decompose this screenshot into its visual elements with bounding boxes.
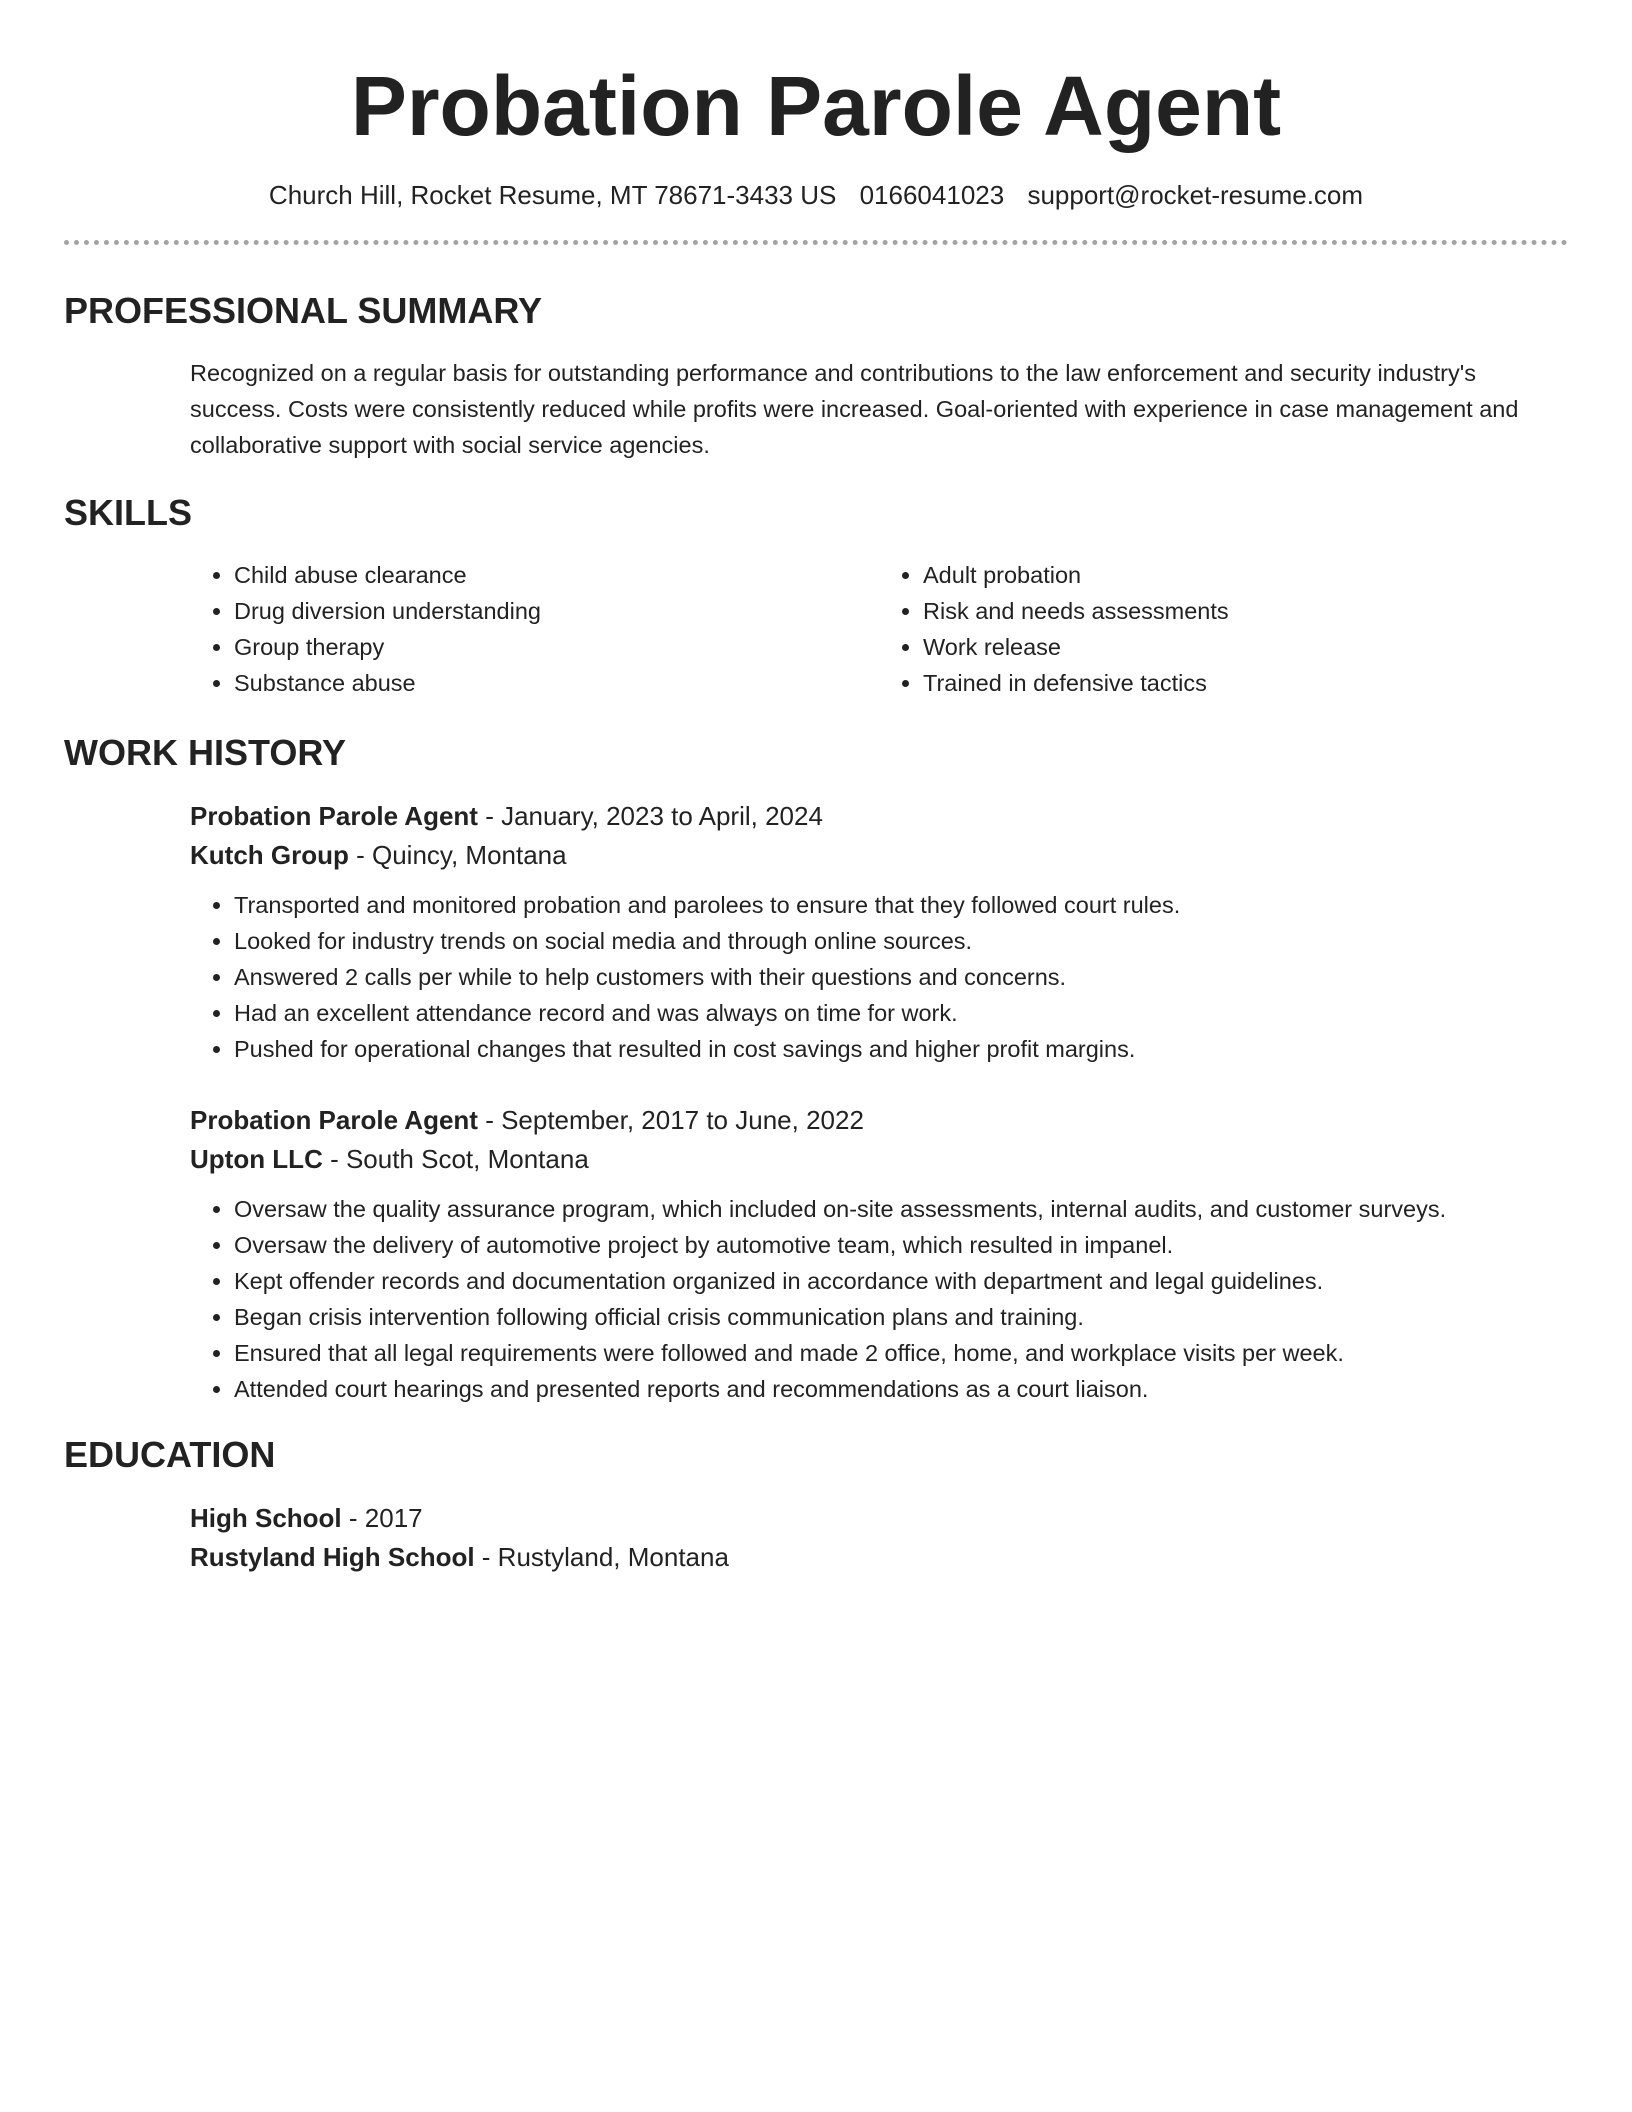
header-divider	[64, 240, 1568, 245]
job-bullet: • Looked for industry trends on social media and through online sources.	[234, 923, 1568, 959]
job-bullets	[190, 1191, 1568, 1407]
education-degree-line	[190, 1499, 1568, 1538]
job-role: Probation Parole Agent	[190, 801, 478, 831]
skill-item: • Risk and needs assessments	[923, 593, 1568, 629]
job-role: Probation Parole Agent	[190, 1105, 478, 1135]
job-bullet: • Pushed for operational changes that resulted in cost savings and higher profit margins.	[234, 1031, 1568, 1067]
job-company-line	[190, 1140, 1568, 1179]
summary-heading: PROFESSIONAL SUMMARY	[64, 290, 543, 331]
job-bullet: • Oversaw the quality assurance program, which included on-site assessments, internal audits, and customer surveys.	[234, 1191, 1568, 1227]
contact-address: Church Hill, Rocket Resume, MT 78671-3433 US	[268, 180, 837, 210]
education-heading: EDUCATION	[64, 1434, 276, 1475]
job-bullets	[190, 887, 1568, 1067]
education-school-line	[190, 1538, 1568, 1577]
job-dates: - January, 2023 to April, 2024	[477, 801, 823, 831]
job-bullet: • Kept offender records and documentation organized in accordance with department and legal guidelines.	[234, 1263, 1568, 1299]
job-bullet: • Attended court hearings and presented reports and recommendations as a court liaison.	[234, 1371, 1568, 1407]
education-degree: High School	[190, 1503, 342, 1533]
job-company: Kutch Group	[190, 840, 349, 870]
contact-email: support@rocket-resume.com	[1027, 180, 1364, 210]
job-bullet: • Oversaw the delivery of automotive project by automotive team, which resulted in impanel.	[234, 1227, 1568, 1263]
job-bullet: • Had an excellent attendance record and was always on time for work.	[234, 995, 1568, 1031]
education-year: - 2017	[341, 1503, 423, 1533]
job-title-line	[190, 1101, 1568, 1140]
job-bullet: • Ensured that all legal requirements were followed and made 2 office, home, and workplace visits per week.	[234, 1335, 1568, 1371]
job-bullet: • Transported and monitored probation and parolees to ensure that they followed court rules.	[234, 887, 1568, 923]
skills-column-left	[190, 557, 879, 701]
job-title-line	[190, 797, 1568, 836]
skill-item: • Trained in defensive tactics	[923, 665, 1568, 701]
job-dates: - September, 2017 to June, 2022	[477, 1105, 864, 1135]
skills-grid	[190, 557, 1568, 701]
candidate-name: Probation Parole Agent	[350, 59, 1282, 153]
job-entry	[190, 797, 1568, 1067]
skill-item: • Adult probation	[923, 557, 1568, 593]
skills-heading: SKILLS	[64, 492, 193, 533]
job-company: Upton LLC	[190, 1144, 323, 1174]
skill-item: • Child abuse clearance	[234, 557, 879, 593]
job-location: - South Scot, Montana	[322, 1144, 589, 1174]
education-school: Rustyland High School	[190, 1542, 475, 1572]
education-entry	[190, 1499, 1568, 1577]
work-history-heading: WORK HISTORY	[64, 732, 347, 773]
skill-item: • Substance abuse	[234, 665, 879, 701]
job-location: - Quincy, Montana	[348, 840, 567, 870]
contact-phone: 0166041023	[859, 180, 1005, 210]
job-bullet: • Began crisis intervention following official crisis communication plans and training.	[234, 1299, 1568, 1335]
skills-column-right	[879, 557, 1568, 701]
job-entry	[190, 1101, 1568, 1407]
skill-item: • Group therapy	[234, 629, 879, 665]
skill-item: • Work release	[923, 629, 1568, 665]
skill-item: • Drug diversion understanding	[234, 593, 879, 629]
summary-text: Recognized on a regular basis for outstanding performance and contributions to the law enforcement and security industry's success. Costs were consistently reduced while profits were increased. Goal-oriented with experience in case management and collaborative support with social service agencies.	[190, 360, 1519, 458]
education-location: - Rustyland, Montana	[474, 1542, 729, 1572]
contact-line	[64, 178, 1568, 212]
job-bullet: • Answered 2 calls per while to help customers with their questions and concerns.	[234, 959, 1568, 995]
job-company-line	[190, 836, 1568, 875]
